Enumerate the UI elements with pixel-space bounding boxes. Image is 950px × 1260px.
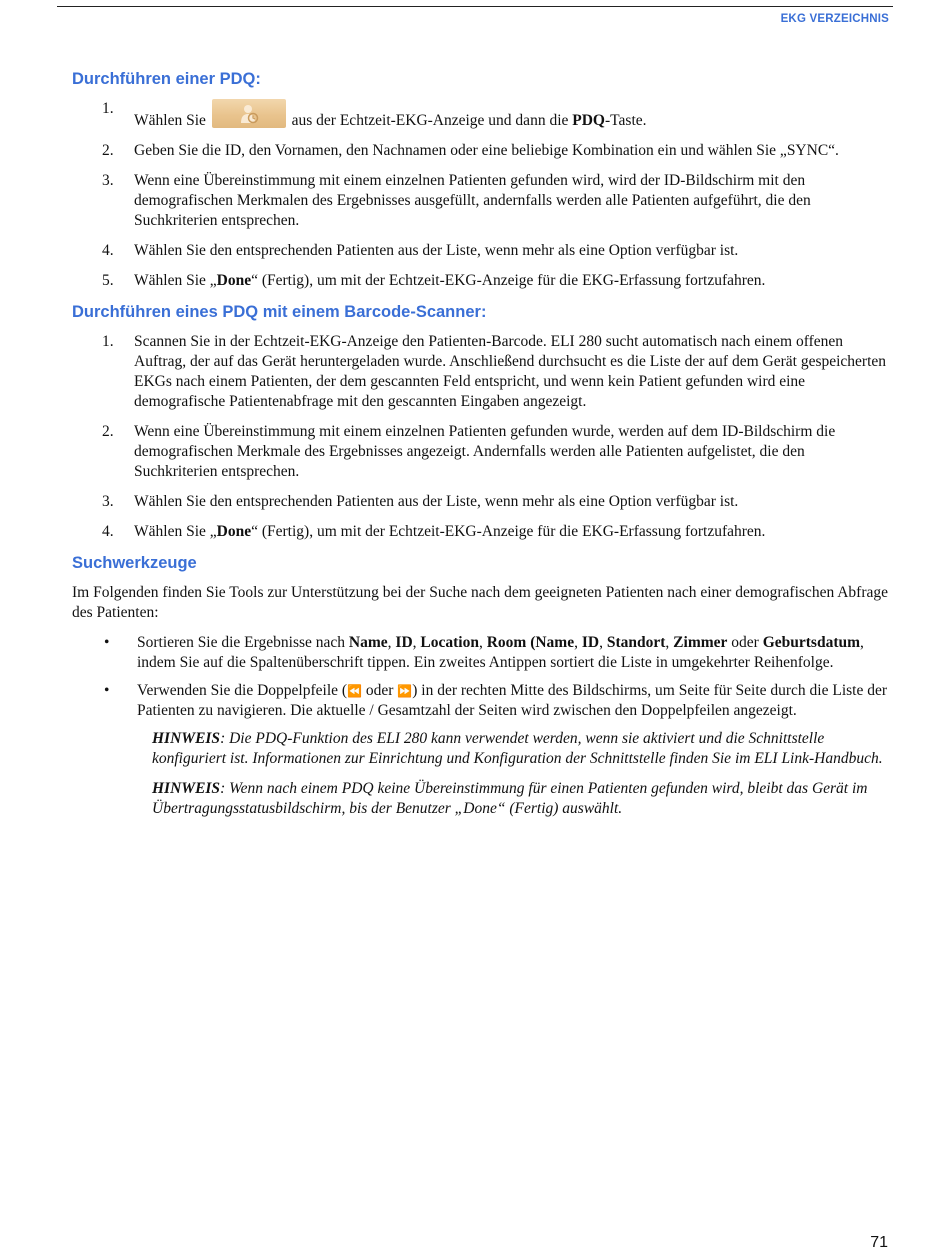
sort-field: ID (581, 634, 600, 651)
header-rule (57, 6, 893, 7)
bullet-text: ) in der rechten Mitte des Bildschirms, um Seite für Seite durch die Liste der Patienten zu navigieren. Die aktuelle / Gesamtzahl der Seiten wird zwischen den Doppelpfeilen angezeigt. (137, 682, 888, 719)
done-label: Done (216, 523, 252, 540)
bullet-text: , indem Sie auf die Spaltenüberschrift tippen. Ein zweites Antippen sortiert die Liste in umgekehrter Reihenfolge. (137, 634, 864, 671)
bullet-symbol: • (104, 682, 110, 699)
separator: , (412, 634, 421, 651)
bullet-symbol: • (104, 634, 110, 651)
section-heading-pdq: Durchführen einer PDQ: (72, 70, 261, 88)
note (152, 779, 892, 819)
list-item (72, 171, 892, 231)
list-item (72, 633, 892, 673)
step-text: Wählen Sie den entsprechenden Patienten aus der Liste, wenn mehr als eine Option verfügbar ist. (134, 493, 739, 510)
list-item (72, 681, 892, 721)
note (152, 729, 892, 769)
step-text: aus der Echtzeit-EKG-Anzeige und dann die (291, 112, 569, 129)
bullet-text: oder (362, 682, 398, 699)
step-number: 5. (102, 272, 114, 289)
patient-query-icon (212, 99, 286, 128)
list-item (72, 522, 892, 542)
list-item (72, 141, 892, 161)
step-text: Wenn eine Übereinstimmung mit einem einzelnen Patienten gefunden wurde, werden auf dem ID-Bildschirm die demografischen Merkmale des Ergebnisses angezeigt. Andernfalls werden alle Patienten aufgelistet, die den Suchkriterien entsprechen. (134, 423, 836, 480)
sort-field: Standort (606, 634, 666, 651)
section-heading-barcode: Durchführen eines PDQ mit einem Barcode-Scanner: (72, 303, 487, 321)
separator: , (574, 634, 582, 651)
sort-field: Name (348, 634, 388, 651)
bullet-text: Sortieren Sie die Ergebnisse nach (137, 634, 349, 651)
step-text: Wählen Sie „ (134, 272, 217, 289)
separator: , (665, 634, 674, 651)
sort-field: ID (395, 634, 413, 651)
bullet-text: Verwenden Sie die Doppelpfeile ( (137, 682, 348, 699)
pdq-key-label: PDQ (572, 112, 605, 129)
separator: , (478, 634, 487, 651)
step-text: Wählen Sie den entsprechenden Patienten aus der Liste, wenn mehr als eine Option verfügbar ist. (134, 242, 739, 259)
sort-field: Location (420, 634, 479, 651)
list-item (72, 332, 892, 412)
step-number: 4. (102, 523, 114, 540)
sort-field: Room (Name (486, 634, 575, 651)
step-text: -Taste. (604, 112, 647, 129)
pdq-steps-list (72, 99, 892, 291)
step-number: 4. (102, 242, 114, 259)
note-label: HINWEIS (152, 730, 221, 747)
separator: , (387, 634, 396, 651)
list-item (72, 241, 892, 261)
step-number: 1. (102, 333, 114, 350)
double-arrow-right-icon: ⏩ (397, 684, 413, 698)
step-text: “ (Fertig), um mit der Echtzeit-EKG-Anzeige für die EKG-Erfassung fortzufahren. (251, 523, 766, 540)
page-number: 71 (870, 1234, 888, 1251)
note-text: : Die PDQ-Funktion des ELI 280 kann verwendet werden, wenn sie aktiviert und die Schnittstelle konfiguriert ist. Informationen zur Einrichtung und Konfiguration der Schnittstelle finden Sie im ELI Link-Handbuch. (152, 730, 883, 767)
step-text: Wählen Sie „ (134, 523, 217, 540)
done-label: Done (216, 272, 252, 289)
double-arrow-left-icon: ⏪ (347, 684, 362, 698)
step-number: 1. (102, 100, 114, 117)
step-number: 2. (102, 423, 114, 440)
step-text: “ (Fertig), um mit der Echtzeit-EKG-Anzeige für die EKG-Erfassung fortzufahren. (251, 272, 766, 289)
separator: , (599, 634, 607, 651)
barcode-steps-list (72, 332, 892, 542)
sort-field: Geburtsdatum (762, 634, 861, 651)
step-text: Geben Sie die ID, den Vornamen, den Nachnamen oder eine beliebige Kombination ein und wählen Sie „SYNC“. (134, 142, 839, 159)
step-text: Wenn eine Übereinstimmung mit einem einzelnen Patienten gefunden wird, wird der ID-Bildschirm mit den demografischen Merkmalen des Ergebnisses ausgefüllt, andernfalls werden alle Patienten aufgeführt, die den Suchkriterien entsprechen. (134, 172, 811, 229)
step-text: Scannen Sie in der Echtzeit-EKG-Anzeige den Patienten-Barcode. ELI 280 sucht automatisch nach einem offenen Auftrag, der auf das Gerät heruntergeladen wurde. Anschließend durchsucht es die Liste der auf dem Gerät gespeicherten EKGs nach einem Patienten, der dem gescannten Feld entspricht, und wenn kein Patient gefunden wird eine demografische Patientenabfrage mit den gescannten Eingaben angezeigt. (134, 333, 887, 410)
page-content (72, 68, 892, 829)
step-number: 2. (102, 142, 114, 159)
step-number: 3. (102, 493, 114, 510)
list-item (72, 422, 892, 482)
note-label: HINWEIS (152, 780, 221, 797)
list-item (72, 492, 892, 512)
bullet-text: oder (727, 634, 763, 651)
running-header: EKG VERZEICHNIS (780, 13, 889, 25)
step-text: Wählen Sie (134, 112, 206, 129)
sort-field: Zimmer (673, 634, 728, 651)
list-item (72, 271, 892, 291)
list-item (72, 99, 892, 131)
tools-bullet-list (72, 633, 892, 721)
note-text: : Wenn nach einem PDQ keine Übereinstimmung für einen Patienten gefunden wird, bleibt das Gerät im Übertragungsstatusbildschirm, bis der Benutzer „Done“ (Fertig) auswählt. (152, 780, 868, 817)
step-number: 3. (102, 172, 114, 189)
tools-intro: Im Folgenden finden Sie Tools zur Unterstützung bei der Suche nach dem geeigneten Patienten nach einer demografischen Abfrage des Patienten: (72, 584, 888, 621)
section-heading-tools: Suchwerkzeuge (72, 554, 197, 572)
